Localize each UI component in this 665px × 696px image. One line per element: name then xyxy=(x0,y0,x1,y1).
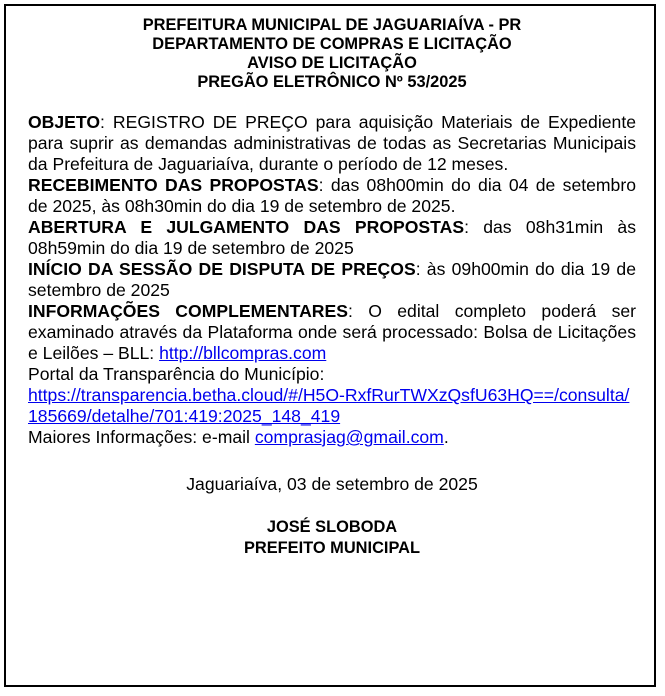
header-municipality: PREFEITURA MUNICIPAL DE JAGUARIAÍVA - PR xyxy=(142,16,522,34)
email-link[interactable]: comprasjag@gmail.com xyxy=(254,427,444,447)
informacoes-label: INFORMAÇÕES COMPLEMENTARES xyxy=(28,301,348,321)
abertura-paragraph xyxy=(28,217,636,259)
objeto-paragraph xyxy=(28,112,636,175)
contact-paragraph xyxy=(28,427,636,448)
inicio-text: : às 09h00min do dia 19 de setembro de 2025 xyxy=(28,259,637,300)
portal-label: Portal da Transparência do Município: xyxy=(28,364,325,384)
portal-paragraph xyxy=(28,364,636,427)
recebimento-text: : das 08h00min do dia 04 de setembro de 2025, às 08h30min do dia 19 de setembro de 2025. xyxy=(28,175,636,216)
header-notice-type: AVISO DE LICITAÇÃO xyxy=(247,54,417,72)
informacoes-text: : O edital completo poderá ser examinado através da Plataforma onde será processado: Bolsa de Licitações e Leilões – BLL: xyxy=(28,301,637,363)
header-department: DEPARTAMENTO DE COMPRAS E LICITAÇÃO xyxy=(152,35,512,53)
header-pregao-number: PREGÃO ELETRÔNICO Nº 53/2025 xyxy=(197,73,467,91)
abertura-text: : das 08h31min às 08h59min do dia 19 de setembro de 2025 xyxy=(28,217,637,258)
bll-link[interactable]: http://bllcompras.com xyxy=(159,343,327,363)
licitacao-notice xyxy=(4,4,656,687)
inicio-label: INÍCIO DA SESSÃO DE DISPUTA DE PREÇOS xyxy=(28,259,416,279)
objeto-text: : REGISTRO DE PREÇO para aquisição Materiais de Expediente para suprir as demandas administrativas de todas as Secretarias Municipais da Prefeitura de Jaguariaíva, durante o período de 12 meses. xyxy=(28,112,636,174)
notice-body xyxy=(28,112,636,448)
notice-header xyxy=(28,16,636,92)
inicio-paragraph xyxy=(28,259,636,301)
recebimento-label: RECEBIMENTO DAS PROPOSTAS xyxy=(28,175,319,195)
abertura-label: ABERTURA E JULGAMENTO DAS PROPOSTAS xyxy=(28,217,465,237)
contact-suffix: . xyxy=(443,427,449,447)
signature-block xyxy=(28,517,636,559)
recebimento-paragraph xyxy=(28,175,636,217)
place-date: Jaguariaíva, 03 de setembro de 2025 xyxy=(186,474,478,494)
informacoes-paragraph xyxy=(28,301,636,364)
objeto-label: OBJETO xyxy=(28,112,101,132)
portal-transparencia-link[interactable]: https://transparencia.betha.cloud/#/H5O-RxfRurTWXzQsfU63HQ==/consulta/185669/detalhe/701:419:2025_148_419 xyxy=(28,385,630,426)
signatory-title: PREFEITO MUNICIPAL xyxy=(243,539,421,557)
signatory-name: JOSÉ SLOBODA xyxy=(266,518,398,536)
contact-prefix: Maiores Informações: e-mail xyxy=(28,427,255,447)
